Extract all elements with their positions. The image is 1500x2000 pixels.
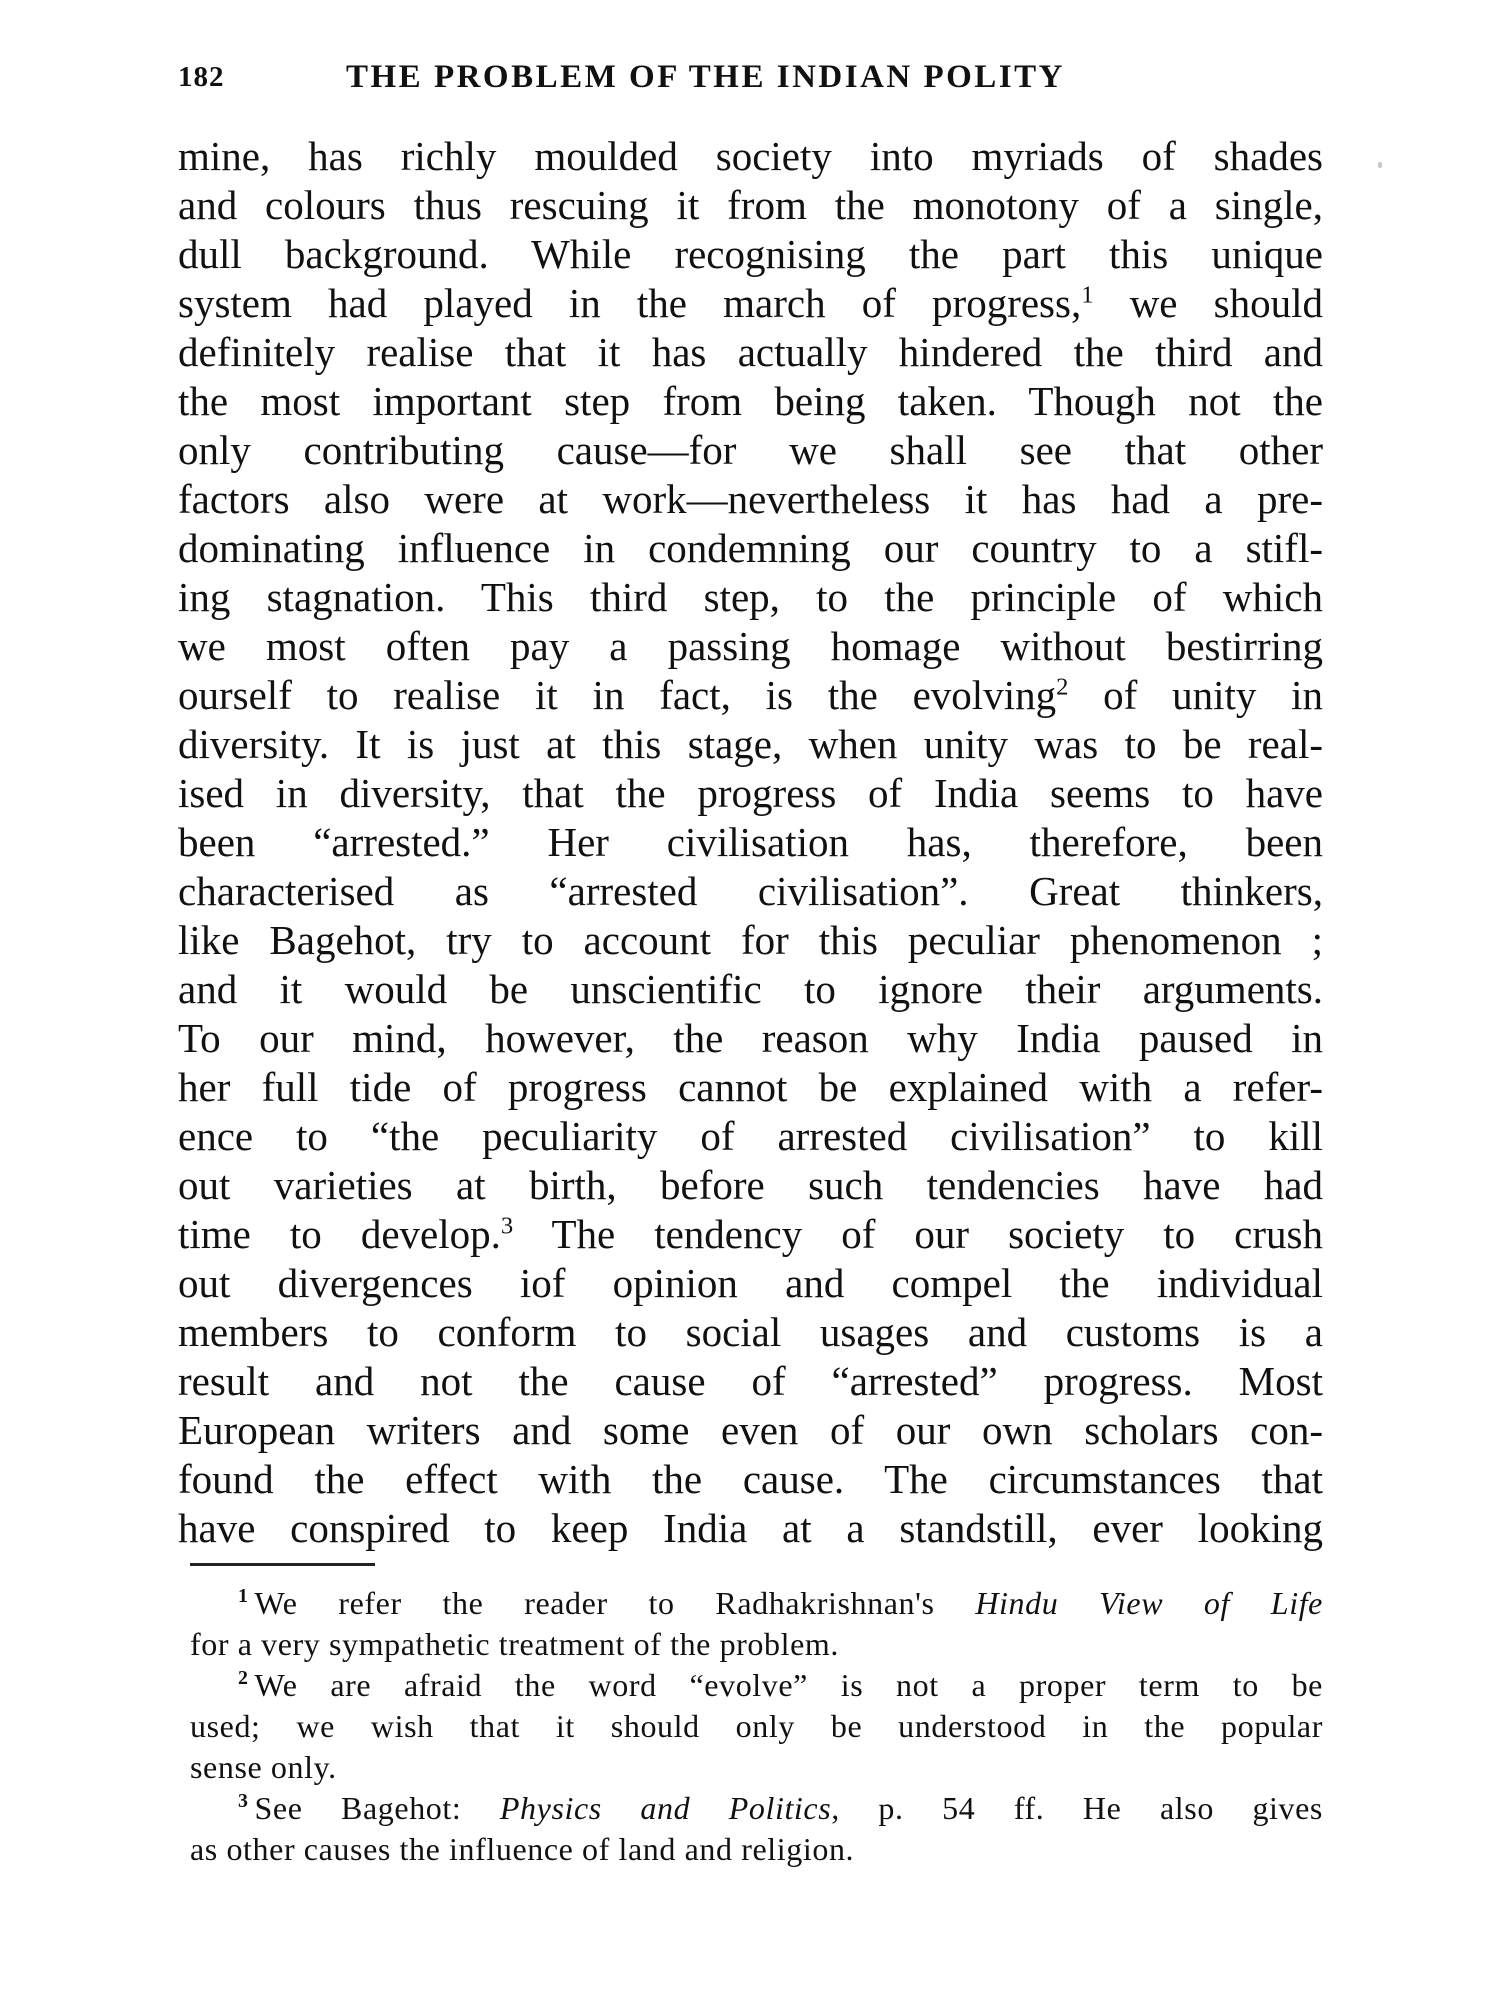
body-line: her full tide of progress cannot be explained with a refer- <box>178 1064 1323 1110</box>
body-line: ence to “the peculiarity of arrested civilisation” to kill <box>178 1113 1323 1159</box>
margin-speck <box>1378 162 1382 168</box>
body-line: dominating influence in condemning our country to a stifl- <box>178 525 1323 571</box>
body-line: characterised as “arrested civilisation”. Great thinkers, <box>178 868 1323 914</box>
body-text-segment: ourself to realise it in fact, is the evolving <box>178 672 1057 718</box>
page-number: 182 <box>178 61 225 93</box>
body-line <box>178 1210 1323 1259</box>
footnote-3-continuation: as other causes the influence of land and religion. <box>190 1831 855 1867</box>
body-line: found the effect with the cause. The circumstances that <box>178 1456 1323 1502</box>
body-line <box>178 671 1323 720</box>
body-line: have conspired to keep India at a standstill, ever looking <box>178 1505 1323 1551</box>
footnote-3 <box>190 1788 1323 1829</box>
body-line: ised in diversity, that the progress of India seems to have <box>178 770 1323 816</box>
running-head <box>178 52 1178 102</box>
body-text <box>178 132 1323 1553</box>
body-line: we most often pay a passing homage without bestirring <box>178 623 1323 669</box>
footnote-ref-1: 1 <box>1081 281 1094 309</box>
body-line: ing stagnation. This third step, to the principle of which <box>178 574 1323 620</box>
footnote-text: We are afraid the word “evolve” is not a proper term to be <box>254 1667 1323 1703</box>
body-line: the most important step from being taken. Though not the <box>178 378 1323 424</box>
body-line: and colours thus rescuing it from the monotony of a single, <box>178 182 1323 228</box>
book-title: Hindu View of Life <box>975 1585 1323 1621</box>
body-line: out varieties at birth, before such tendencies have had <box>178 1162 1323 1208</box>
footnote-text: See Bagehot: <box>254 1790 500 1826</box>
body-text-segment: of unity in <box>1068 672 1323 718</box>
body-line: factors also were at work—nevertheless it has had a pre- <box>178 476 1323 522</box>
body-line: been “arrested.” Her civilisation has, therefore, been <box>178 819 1323 865</box>
footnote-1-continuation: for a very sympathetic treatment of the problem. <box>190 1626 840 1662</box>
body-line: diversity. It is just at this stage, when unity was to be real- <box>178 721 1323 767</box>
body-line: mine, has richly moulded society into myriads of shades <box>178 133 1323 179</box>
footnotes <box>190 1583 1323 1870</box>
body-text-segment: we should <box>1093 280 1324 326</box>
body-line: result and not the cause of “arrested” progress. Most <box>178 1358 1323 1404</box>
footnote-text: , p. 54 ff. He also gives <box>831 1790 1323 1826</box>
footnote-marker: 3 <box>238 1790 249 1813</box>
body-line <box>178 279 1323 328</box>
body-text-segment: The tendency of our society to crush <box>513 1211 1323 1257</box>
book-title: Physics and Politics <box>499 1790 832 1826</box>
body-line: definitely realise that it has actually hindered the third and <box>178 329 1323 375</box>
body-line: like Bagehot, try to account for this peculiar phenomenon ; <box>178 917 1323 963</box>
body-line: out divergences iof opinion and compel the individual <box>178 1260 1323 1306</box>
footnote-rule <box>190 1563 375 1566</box>
footnote-ref-2: 2 <box>1056 673 1069 701</box>
body-line: members to conform to social usages and customs is a <box>178 1309 1323 1355</box>
running-title: THE PROBLEM OF THE INDIAN POLITY <box>346 59 1066 95</box>
footnote-marker: 2 <box>238 1667 249 1690</box>
footnote-2-continuation: sense only. <box>190 1749 337 1785</box>
body-line: and it would be unscientific to ignore their arguments. <box>178 966 1323 1012</box>
body-line: To our mind, however, the reason why India paused in <box>178 1015 1323 1061</box>
body-line: only contributing cause—for we shall see that other <box>178 427 1323 473</box>
footnote-2 <box>190 1665 1323 1706</box>
footnote-2-continuation: used; we wish that it should only be understood in the popular <box>190 1708 1323 1744</box>
body-line: European writers and some even of our own scholars con- <box>178 1407 1323 1453</box>
footnote-text: We refer the reader to Radhakrishnan's <box>254 1585 976 1621</box>
body-text-segment: time to develop. <box>178 1211 501 1257</box>
body-text-segment: system had played in the march of progress, <box>178 280 1082 326</box>
footnote-marker: 1 <box>238 1585 249 1608</box>
footnote-ref-3: 3 <box>500 1212 514 1240</box>
footnote-1 <box>190 1583 1323 1624</box>
body-line: dull background. While recognising the part this unique <box>178 231 1323 277</box>
